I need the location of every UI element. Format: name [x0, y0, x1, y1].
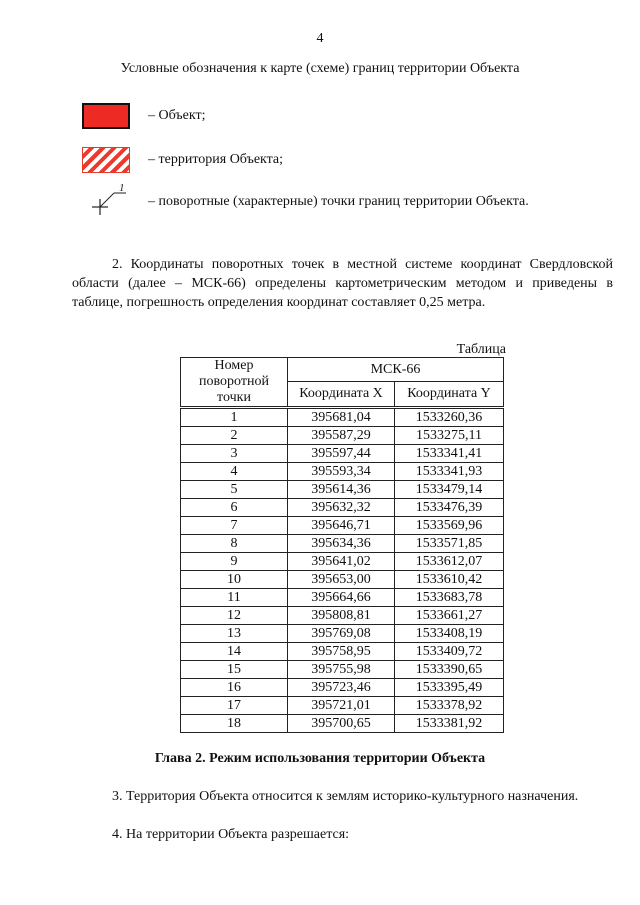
- cell-point-number: 13: [181, 625, 288, 643]
- cell-x: 395614,36: [288, 481, 395, 499]
- cell-y: 1533569,96: [395, 517, 504, 535]
- cell-x: 395755,98: [288, 661, 395, 679]
- table-row: [181, 643, 504, 661]
- cell-x: 395723,46: [288, 679, 395, 697]
- cell-point-number: 9: [181, 553, 288, 571]
- legend-label-territory: – территория Объекта;: [148, 152, 284, 167]
- cell-x: 395721,01: [288, 697, 395, 715]
- cell-y: 1533612,07: [395, 553, 504, 571]
- cell-y: 1533381,92: [395, 715, 504, 733]
- table-row: [181, 661, 504, 679]
- cell-point-number: 6: [181, 499, 288, 517]
- cell-y: 1533341,41: [395, 445, 504, 463]
- turning-point-marker-icon: [82, 183, 130, 215]
- cell-point-number: 11: [181, 589, 288, 607]
- cell-point-number: 4: [181, 463, 288, 481]
- table-row: [181, 517, 504, 535]
- table-row: [181, 499, 504, 517]
- cell-y: 1533390,65: [395, 661, 504, 679]
- cell-x: 395758,95: [288, 643, 395, 661]
- cell-x: 395634,36: [288, 535, 395, 553]
- cell-point-number: 18: [181, 715, 288, 733]
- cell-point-number: 12: [181, 607, 288, 625]
- cell-point-number: 1: [181, 408, 288, 427]
- table-row: [181, 697, 504, 715]
- cell-point-number: 14: [181, 643, 288, 661]
- cell-y: 1533479,14: [395, 481, 504, 499]
- legend-label-turning-point: – поворотные (характерные) точки границ территории Объекта.: [148, 194, 529, 209]
- table-row: [181, 535, 504, 553]
- cell-point-number: 2: [181, 427, 288, 445]
- header-x: Координата X: [288, 382, 395, 408]
- table-row: [181, 571, 504, 589]
- table-row: [181, 715, 504, 733]
- paragraph-2: 2. Координаты поворотных точек в местной системе координат Свердловской области (далее – МСК-66) определены картометрическим методом и приведены в таблице, погрешность определения координат составляет 0,25 метра.: [72, 257, 613, 310]
- header-point-number: Номер поворотной точки: [181, 358, 288, 408]
- paragraph-4: 4. На территории Объекта разрешается:: [112, 827, 350, 842]
- cell-y: 1533661,27: [395, 607, 504, 625]
- chapter-title: Глава 2. Режим использования территории Объекта: [154, 751, 486, 766]
- cell-x: 395769,08: [288, 625, 395, 643]
- table-row: [181, 427, 504, 445]
- table-row: [181, 607, 504, 625]
- hatched-red-rectangle-icon: [82, 147, 130, 173]
- cell-x: 395681,04: [288, 408, 395, 427]
- page-number: 4: [316, 31, 324, 46]
- cell-point-number: 7: [181, 517, 288, 535]
- cell-point-number: 8: [181, 535, 288, 553]
- table-row: [181, 481, 504, 499]
- cell-x: 395597,44: [288, 445, 395, 463]
- paragraph-3: 3. Территория Объекта относится к землям историко-культурного назначения.: [112, 789, 579, 804]
- legend-label-object: – Объект;: [148, 108, 206, 123]
- table-row: [181, 589, 504, 607]
- table-row: [181, 679, 504, 697]
- cell-y: 1533409,72: [395, 643, 504, 661]
- cell-y: 1533408,19: [395, 625, 504, 643]
- legend-item-object: [82, 103, 205, 129]
- cell-x: 395700,65: [288, 715, 395, 733]
- cell-x: 395587,29: [288, 427, 395, 445]
- turning-point-marker-label: 1: [119, 183, 125, 194]
- cell-point-number: 17: [181, 697, 288, 715]
- cell-x: 395653,00: [288, 571, 395, 589]
- header-y: Координата Y: [395, 382, 504, 408]
- cell-x: 395632,32: [288, 499, 395, 517]
- header-coordinate-system: МСК-66: [288, 358, 504, 382]
- cell-y: 1533260,36: [395, 408, 504, 427]
- table-row: [181, 408, 504, 427]
- table-row: [181, 445, 504, 463]
- cell-y: 1533275,11: [395, 427, 504, 445]
- filled-red-square-icon: [82, 103, 130, 129]
- cell-x: 395808,81: [288, 607, 395, 625]
- legend-title: Условные обозначения к карте (схеме) границ территории Объекта: [120, 61, 520, 76]
- cell-point-number: 3: [181, 445, 288, 463]
- cell-y: 1533683,78: [395, 589, 504, 607]
- cell-point-number: 5: [181, 481, 288, 499]
- cell-x: 395664,66: [288, 589, 395, 607]
- cell-point-number: 15: [181, 661, 288, 679]
- cell-x: 395641,02: [288, 553, 395, 571]
- table-caption: Таблица: [456, 342, 506, 357]
- coordinates-table: [180, 357, 504, 733]
- cell-x: 395646,71: [288, 517, 395, 535]
- cell-y: 1533476,39: [395, 499, 504, 517]
- legend-item-turning-point: [82, 183, 529, 215]
- table-row: [181, 553, 504, 571]
- cell-y: 1533341,93: [395, 463, 504, 481]
- table-row: [181, 625, 504, 643]
- cell-y: 1533378,92: [395, 697, 504, 715]
- cell-y: 1533395,49: [395, 679, 504, 697]
- cell-point-number: 16: [181, 679, 288, 697]
- legend-item-territory: [82, 147, 283, 173]
- table-row: [181, 463, 504, 481]
- cell-y: 1533571,85: [395, 535, 504, 553]
- cell-y: 1533610,42: [395, 571, 504, 589]
- cell-point-number: 10: [181, 571, 288, 589]
- cell-x: 395593,34: [288, 463, 395, 481]
